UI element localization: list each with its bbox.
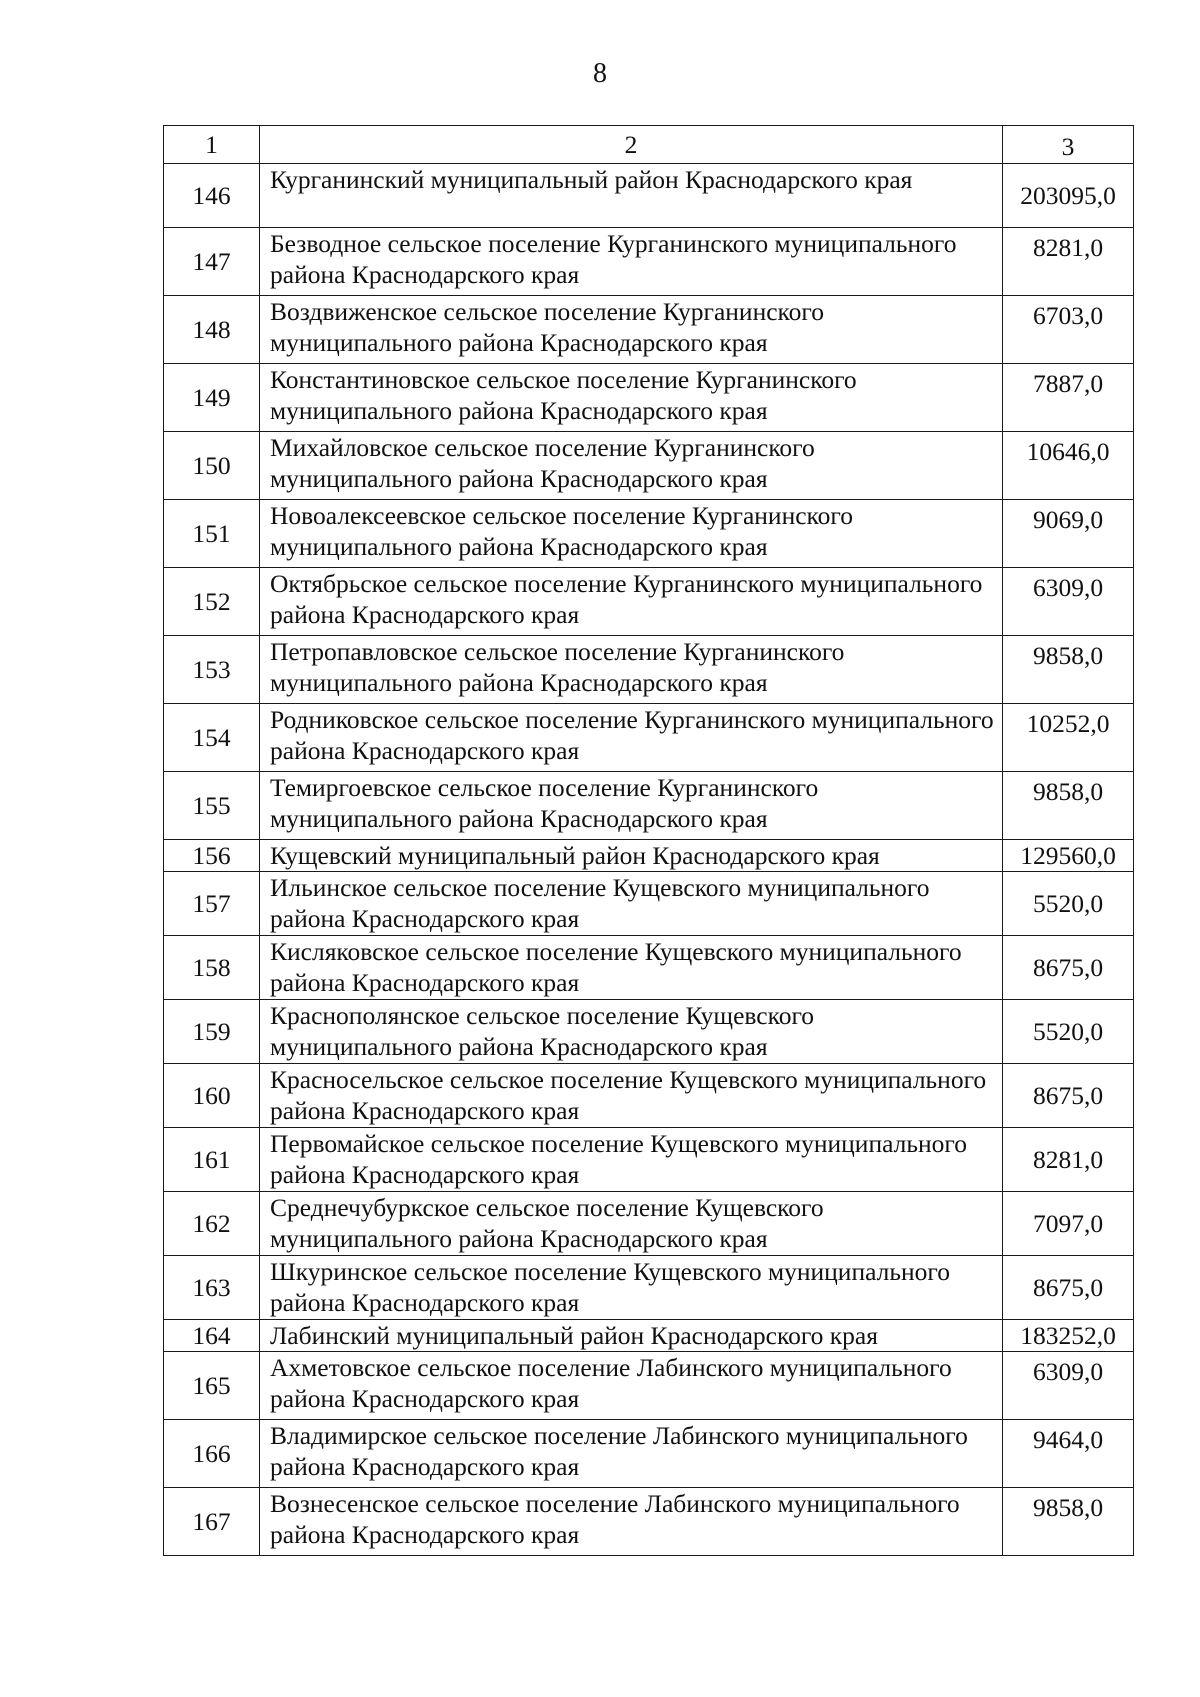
row-name: Новоалексеевское сельское поселение Курганинского муниципального района Краснодарского края	[260, 500, 1003, 568]
row-number: 150	[164, 432, 260, 500]
header-col-1: 1	[164, 126, 260, 164]
row-value: 8675,0	[1003, 1064, 1134, 1128]
row-number: 147	[164, 228, 260, 296]
row-value: 5520,0	[1003, 872, 1134, 936]
row-value: 6309,0	[1003, 1352, 1134, 1420]
row-name: Ильинское сельское поселение Кущевского муниципального района Краснодарского края	[260, 872, 1003, 936]
table-row	[164, 1000, 1134, 1064]
table-row	[164, 636, 1134, 704]
table-header-row	[164, 126, 1134, 164]
table-row	[164, 840, 1134, 872]
row-value: 183252,0	[1003, 1320, 1134, 1352]
row-name: Октябрьское сельское поселение Курганинского муниципального района Краснодарского края	[260, 568, 1003, 636]
row-name: Лабинский муниципальный район Краснодарского края	[260, 1320, 1003, 1352]
page-number: 8	[593, 58, 607, 89]
row-value: 203095,0	[1003, 164, 1134, 228]
row-name: Родниковское сельское поселение Курганинского муниципального района Краснодарского края	[260, 704, 1003, 772]
row-name: Шкуринское сельское поселение Кущевского муниципального района Краснодарского края	[260, 1256, 1003, 1320]
row-number: 152	[164, 568, 260, 636]
row-name: Краснополянское сельское поселение Кущевского муниципального района Краснодарского края	[260, 1000, 1003, 1064]
row-name: Красносельское сельское поселение Кущевского муниципального района Краснодарского края	[260, 1064, 1003, 1128]
header-col-3: 3	[1003, 126, 1134, 164]
row-number: 162	[164, 1192, 260, 1256]
row-number: 151	[164, 500, 260, 568]
row-number: 165	[164, 1352, 260, 1420]
row-value: 8675,0	[1003, 1256, 1134, 1320]
row-number: 160	[164, 1064, 260, 1128]
row-number: 154	[164, 704, 260, 772]
table-row	[164, 364, 1134, 432]
row-number: 158	[164, 936, 260, 1000]
row-name: Кисляковское сельское поселение Кущевского муниципального района Краснодарского края	[260, 936, 1003, 1000]
row-number: 157	[164, 872, 260, 936]
row-value: 9464,0	[1003, 1420, 1134, 1488]
allocation-table	[163, 125, 1134, 1556]
row-value: 9069,0	[1003, 500, 1134, 568]
table-row	[164, 1256, 1134, 1320]
row-number: 163	[164, 1256, 260, 1320]
row-number: 167	[164, 1488, 260, 1556]
row-name: Темиргоевское сельское поселение Курганинского муниципального района Краснодарского края	[260, 772, 1003, 840]
table-row	[164, 1064, 1134, 1128]
row-number: 159	[164, 1000, 260, 1064]
row-value: 6703,0	[1003, 296, 1134, 364]
row-number: 148	[164, 296, 260, 364]
row-name: Курганинский муниципальный район Краснодарского края	[260, 164, 1003, 228]
row-name: Михайловское сельское поселение Курганинского муниципального района Краснодарского края	[260, 432, 1003, 500]
row-value: 9858,0	[1003, 1488, 1134, 1556]
table-row	[164, 1420, 1134, 1488]
row-number: 161	[164, 1128, 260, 1192]
table-row	[164, 1488, 1134, 1556]
row-value: 8281,0	[1003, 228, 1134, 296]
row-name: Константиновское сельское поселение Курганинского муниципального района Краснодарского края	[260, 364, 1003, 432]
row-number: 153	[164, 636, 260, 704]
row-value: 7097,0	[1003, 1192, 1134, 1256]
row-name: Владимирское сельское поселение Лабинского муниципального района Краснодарского края	[260, 1420, 1003, 1488]
table-row	[164, 1128, 1134, 1192]
row-value: 8675,0	[1003, 936, 1134, 1000]
row-number: 166	[164, 1420, 260, 1488]
row-number: 164	[164, 1320, 260, 1352]
row-name: Петропавловское сельское поселение Курганинского муниципального района Краснодарского края	[260, 636, 1003, 704]
row-value: 9858,0	[1003, 636, 1134, 704]
row-name: Вознесенское сельское поселение Лабинского муниципального района Краснодарского края	[260, 1488, 1003, 1556]
table-row	[164, 936, 1134, 1000]
table-row	[164, 872, 1134, 936]
row-value: 8281,0	[1003, 1128, 1134, 1192]
row-value: 5520,0	[1003, 1000, 1134, 1064]
table-row	[164, 228, 1134, 296]
row-value: 129560,0	[1003, 840, 1134, 872]
row-name: Первомайское сельское поселение Кущевского муниципального района Краснодарского края	[260, 1128, 1003, 1192]
table-row	[164, 164, 1134, 228]
header-col-2: 2	[260, 126, 1003, 164]
table-row	[164, 500, 1134, 568]
row-number: 156	[164, 840, 260, 872]
row-name: Воздвиженское сельское поселение Курганинского муниципального района Краснодарского края	[260, 296, 1003, 364]
row-value: 9858,0	[1003, 772, 1134, 840]
table-row	[164, 1320, 1134, 1352]
row-value: 6309,0	[1003, 568, 1134, 636]
table-row	[164, 1192, 1134, 1256]
table-row	[164, 568, 1134, 636]
row-name: Среднечубуркское сельское поселение Кущевского муниципального района Краснодарского края	[260, 1192, 1003, 1256]
row-value: 10252,0	[1003, 704, 1134, 772]
row-name: Кущевский муниципальный район Краснодарского края	[260, 840, 1003, 872]
table-body	[164, 126, 1134, 1556]
row-name: Безводное сельское поселение Курганинского муниципального района Краснодарского края	[260, 228, 1003, 296]
row-number: 149	[164, 364, 260, 432]
row-value: 10646,0	[1003, 432, 1134, 500]
row-value: 7887,0	[1003, 364, 1134, 432]
table-row	[164, 704, 1134, 772]
table-row	[164, 432, 1134, 500]
table-row	[164, 772, 1134, 840]
row-number: 155	[164, 772, 260, 840]
row-number: 146	[164, 164, 260, 228]
table-row	[164, 296, 1134, 364]
table-row	[164, 1352, 1134, 1420]
row-name: Ахметовское сельское поселение Лабинского муниципального района Краснодарского края	[260, 1352, 1003, 1420]
